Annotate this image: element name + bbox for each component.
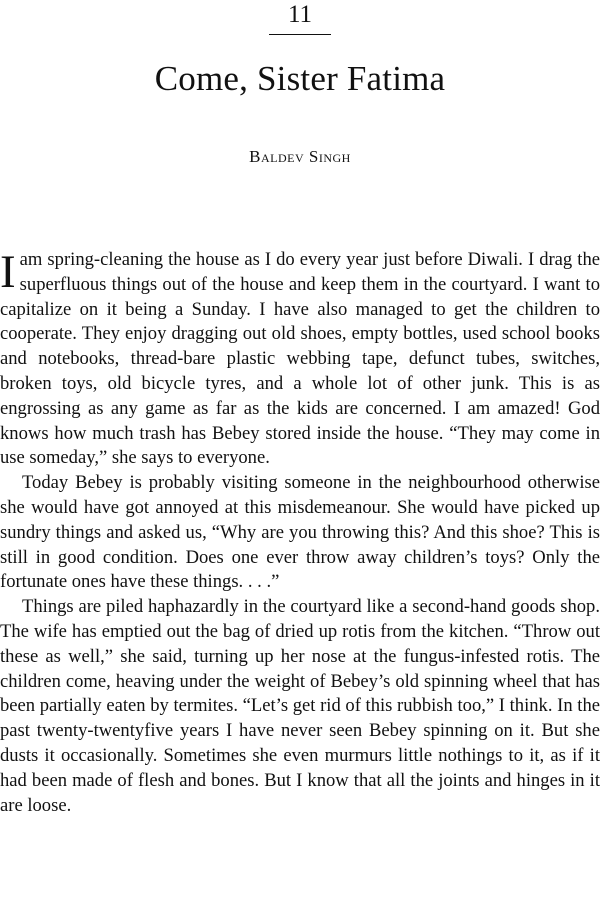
- author-name: Baldev Singh: [249, 147, 351, 166]
- body-text: [0, 248, 600, 818]
- chapter-number-rule: [269, 34, 331, 35]
- chapter-number: 11: [287, 1, 313, 28]
- chapter-title: Come, Sister Fatima: [154, 59, 446, 98]
- paragraph-2: Today Bebey is probably visiting someone in the neighbourhood otherwise she would have got annoyed at this misdemeanour. She would have picked up sundry things and asked us, “Why are you throwing this? And this shoe? This is still in good condition. Does one ever throw away children’s toys? Only the fortunate ones have these things. . . .”: [0, 472, 600, 593]
- drop-cap: I: [0, 246, 16, 298]
- paragraph-1-text: am spring-cleaning the house as I do every year just before Diwali. I drag the superfluous things out of the house and keep them in the courtyard. I want to capitalize on it being a Sunday. I have also managed to get the children to cooperate. They enjoy dragging out old shoes, empty bottles, used school books and notebooks, thread-bare plastic webbing tape, defunct tubes, switches, broken toys, old bicycle tyres, and a whole lot of other junk. This is as engrossing as any game as far as the kids are concerned. I am amazed! God knows how much trash has Bebey stored inside the house. “They may come in use someday,” she says to everyone.: [0, 249, 600, 469]
- paragraph-3: Things are piled haphazardly in the courtyard like a second-hand goods shop. The wife has emptied out the bag of dried up rotis from the kitchen. “Throw out these as well,” she said, turning up her nose at the fungus-infested rotis. The children come, heaving under the weight of Bebey’s old spinning wheel that has been partially eaten by termites. “Let’s get rid of this rubbish too,” I think. In the past twenty-twentyfive years I have never seen Bebey spinning on it. But she dusts it occasionally. Sometimes she even murmurs little nothings to it, as if it had been made of flesh and bones. But I know that all the joints and hinges in it are loose.: [0, 596, 600, 816]
- paragraph-1: [0, 248, 600, 471]
